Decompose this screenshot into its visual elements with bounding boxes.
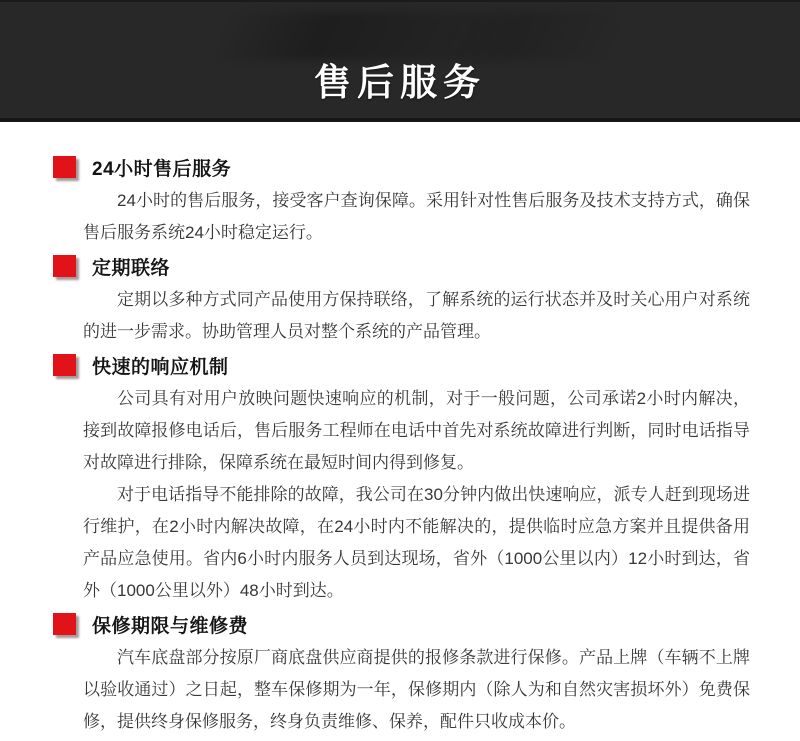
section-24h-service — [53, 154, 750, 249]
red-square-bullet-icon — [53, 613, 76, 635]
red-square-bullet-icon — [53, 255, 76, 277]
paragraph: 公司具有对用户放映问题快速响应的机制，对于一般问题，公司承诺2小时内解决，接到故障报修电话后，售后服务工程师在电话中首先对系统故障进行判断，同时电话指导对故障进行排除，保障系统在最短时间内得到修复。 — [83, 389, 750, 472]
section-header — [53, 611, 750, 637]
section-fast-response — [53, 352, 750, 607]
section-regular-contact — [53, 253, 750, 348]
red-square-bullet-icon — [53, 354, 76, 376]
section-header — [53, 253, 750, 279]
paragraph: 定期以多种方式同产品使用方保持联络，了解系统的运行状态并及时关心用户对系统的进一步需求。协助管理人员对整个系统的产品管理。 — [83, 290, 750, 341]
paragraph: 汽车底盘部分按原厂商底盘供应商提供的报修条款进行保修。产品上牌（车辆不上牌以验收通过）之日起，整车保修期为一年，保修期内（除人为和自然灾害损坏外）免费保修，提供终身保修服务，终身负责维修、保养，配件只收成本价。 — [83, 648, 750, 731]
section-header — [53, 352, 750, 378]
content — [0, 122, 800, 738]
page-title: 售后服务 — [314, 62, 486, 103]
section-header — [53, 154, 750, 180]
section-heading: 24小时售后服务 — [92, 158, 232, 180]
red-square-bullet-icon — [53, 156, 76, 178]
paragraph: 24小时的售后服务，接受客户查询保障。采用针对性售后服务及技术支持方式，确保售后服务系统24小时稳定运行。 — [83, 191, 750, 242]
section-heading: 保修期限与维修费 — [92, 615, 249, 637]
header-banner — [0, 0, 800, 122]
section-warranty — [53, 611, 750, 738]
section-heading: 快速的响应机制 — [92, 356, 229, 378]
section-heading: 定期联络 — [92, 257, 171, 279]
paragraph: 对于电话指导不能排除的故障，我公司在30分钟内做出快速响应，派专人赶到现场进行维护，在2小时内解决故障，在24小时内不能解决的，提供临时应急方案并且提供备用产品应急使用。省内6小时内服务人员到达现场，省外（1000公里以内）12小时到达，省外（1000公里以外）48小时到达。 — [83, 485, 750, 600]
